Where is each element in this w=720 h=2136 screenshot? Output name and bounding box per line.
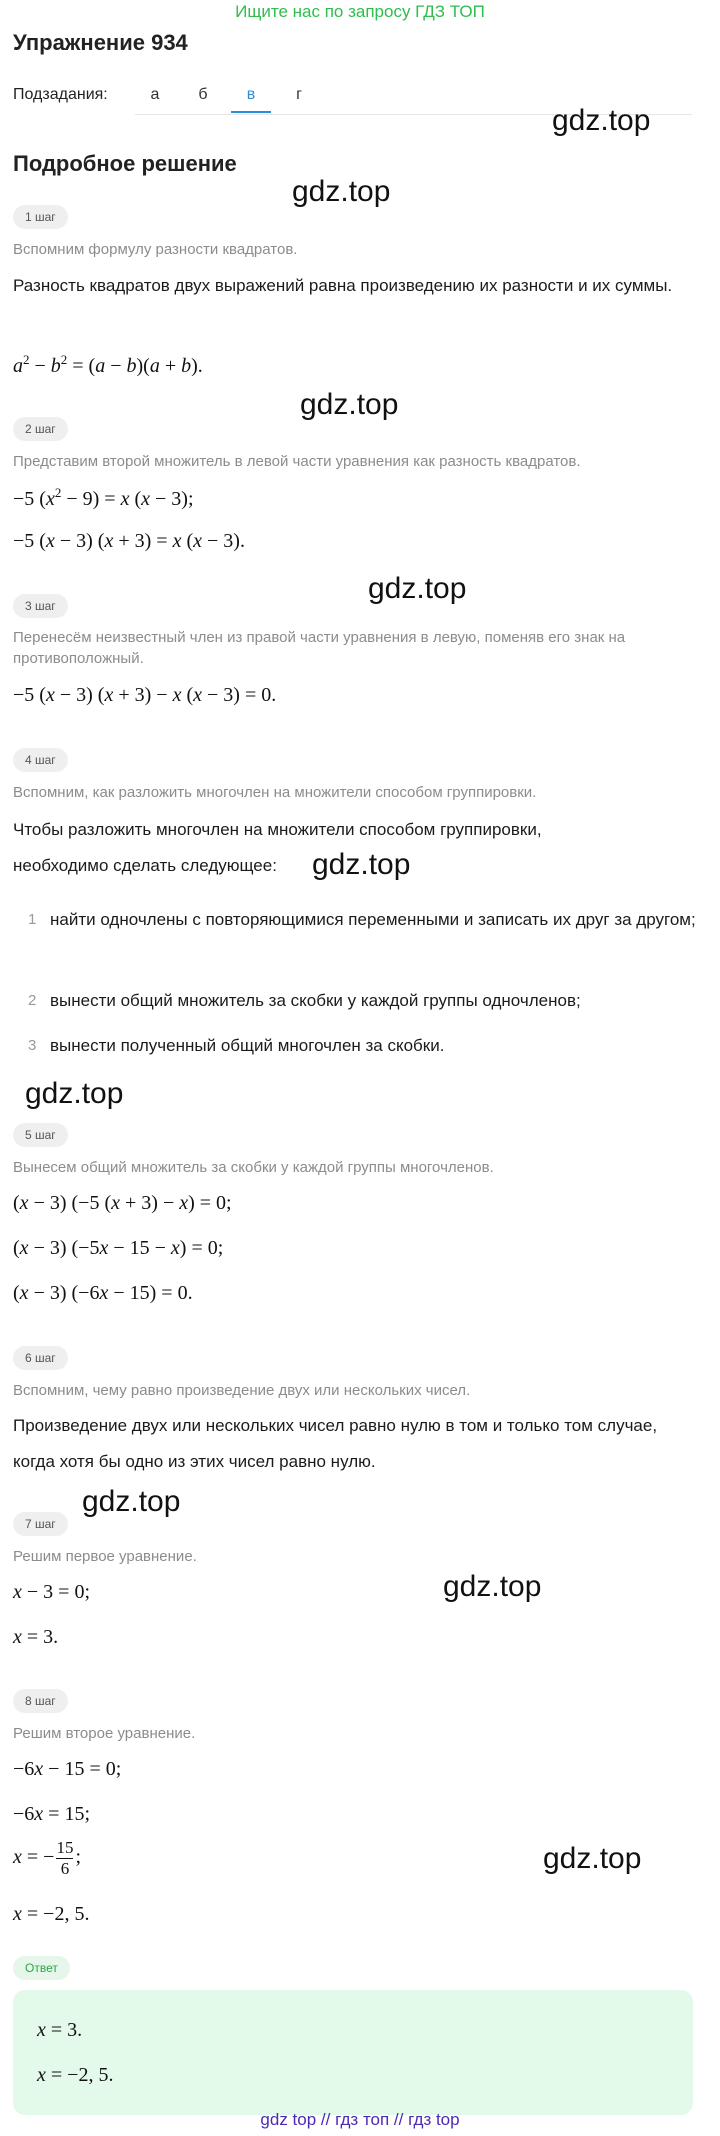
formula: $a^2 - b^2 = (a - b)(a + b)$. <box>13 352 203 377</box>
list-number: 3 <box>28 1037 37 1054</box>
watermark: gdz.top <box>543 1842 642 1875</box>
subtask-tab-b[interactable]: б <box>198 86 208 103</box>
list-item: вынести общий множитель за скобки у каждой группы одночленов; <box>50 991 581 1010</box>
step-badge: 6 шаг <box>13 1346 68 1370</box>
watermark: gdz.top <box>292 175 391 208</box>
formula: −5 $(x^2 - 9) = x$ (x − 3); <box>13 485 194 510</box>
step-badge: 5 шаг <box>13 1123 68 1147</box>
subtasks-label: Подзадания: <box>13 86 108 103</box>
subtask-tab-a[interactable]: а <box>150 86 160 103</box>
formula: x − 3 = 0; <box>13 1581 91 1603</box>
list-number: 2 <box>28 992 37 1009</box>
footer-links[interactable]: gdz top // гдз топ // гдз top <box>260 2110 460 2129</box>
step-hint: Решим первое уравнение. <box>13 1548 197 1565</box>
formula: x = − $\frac{15}{6}$ ; <box>13 1838 82 1878</box>
answer-formula: x = −2, 5. <box>37 2064 114 2086</box>
step-hint: Вынесем общий множитель за скобки у каждой группы многочленов. <box>13 1159 494 1176</box>
page-title: Упражнение 934 <box>13 30 188 55</box>
answer-badge: Ответ <box>13 1956 70 1980</box>
step-text: Чтобы разложить многочлен на множители способом группировки, необходимо сделать следующее: <box>13 820 542 875</box>
formula: (x − 3) (−6x − 15) = 0. <box>13 1282 193 1304</box>
watermark: gdz.top <box>552 104 651 137</box>
step-text: Произведение двух или нескольких чисел равно нулю в том и только том случае, когда хотя бы одно из этих чисел равно нулю. <box>13 1416 658 1471</box>
formula: −6x − 15 = 0; <box>13 1758 122 1780</box>
step-badge: 3 шаг <box>13 594 68 618</box>
step-hint: Решим второе уравнение. <box>13 1725 196 1742</box>
watermark: gdz.top <box>368 572 467 605</box>
watermark: gdz.top <box>312 848 411 881</box>
formula: −5 (x − 3) (x + 3) − x (x − 3) = 0. <box>13 684 277 706</box>
list-item: вынести полученный общий многочлен за скобки. <box>50 1036 445 1055</box>
step-hint: Вспомним, чему равно произведение двух или нескольких чисел. <box>13 1382 471 1399</box>
formula: x = −2, 5. <box>13 1903 90 1925</box>
formula: −6x = 15; <box>13 1803 91 1825</box>
list-number: 1 <box>28 911 37 928</box>
step-badge: 1 шаг <box>13 205 68 229</box>
step-hint: Представим второй множитель в левой части уравнения как разность квадратов. <box>13 453 581 470</box>
watermark: gdz.top <box>300 388 399 421</box>
subtask-tab-v[interactable]: в <box>231 78 271 113</box>
step-hint: Вспомним, как разложить многочлен на множители способом группировки. <box>13 784 537 801</box>
section-title: Подробное решение <box>13 151 237 176</box>
formula: x = 3. <box>13 1626 59 1648</box>
list-item: найти одночлены с повторяющимися переменными и записать их друг за другом; <box>50 910 696 929</box>
step-badge: 2 шаг <box>13 417 68 441</box>
watermark: gdz.top <box>25 1077 124 1110</box>
promo-banner[interactable]: Ищите нас по запросу ГДЗ ТОП <box>235 2 485 21</box>
formula: (x − 3) (−5x − 15 − x) = 0; <box>13 1237 224 1259</box>
formula: (x − 3) (−5 (x + 3) − x) = 0; <box>13 1192 232 1214</box>
step-hint: Перенесём неизвестный член из правой части уравнения в левую, поменяв его знак на противоположный. <box>13 629 626 667</box>
answer-box <box>13 1990 693 2115</box>
step-badge: 7 шаг <box>13 1512 68 1536</box>
step-hint: Вспомним формулу разности квадратов. <box>13 241 298 258</box>
step-text: Разность квадратов двух выражений равна произведению их разности и их суммы. <box>13 276 673 295</box>
answer-formula: x = 3. <box>37 2019 83 2041</box>
formula: −5 (x − 3) (x + 3) = x (x − 3). <box>13 530 245 552</box>
step-badge: 8 шаг <box>13 1689 68 1713</box>
watermark: gdz.top <box>443 1570 542 1603</box>
subtask-tab-g[interactable]: г <box>296 86 302 103</box>
step-badge: 4 шаг <box>13 748 68 772</box>
watermark: gdz.top <box>82 1485 181 1518</box>
fraction: $\frac{15}{6}$ <box>56 1838 74 1878</box>
